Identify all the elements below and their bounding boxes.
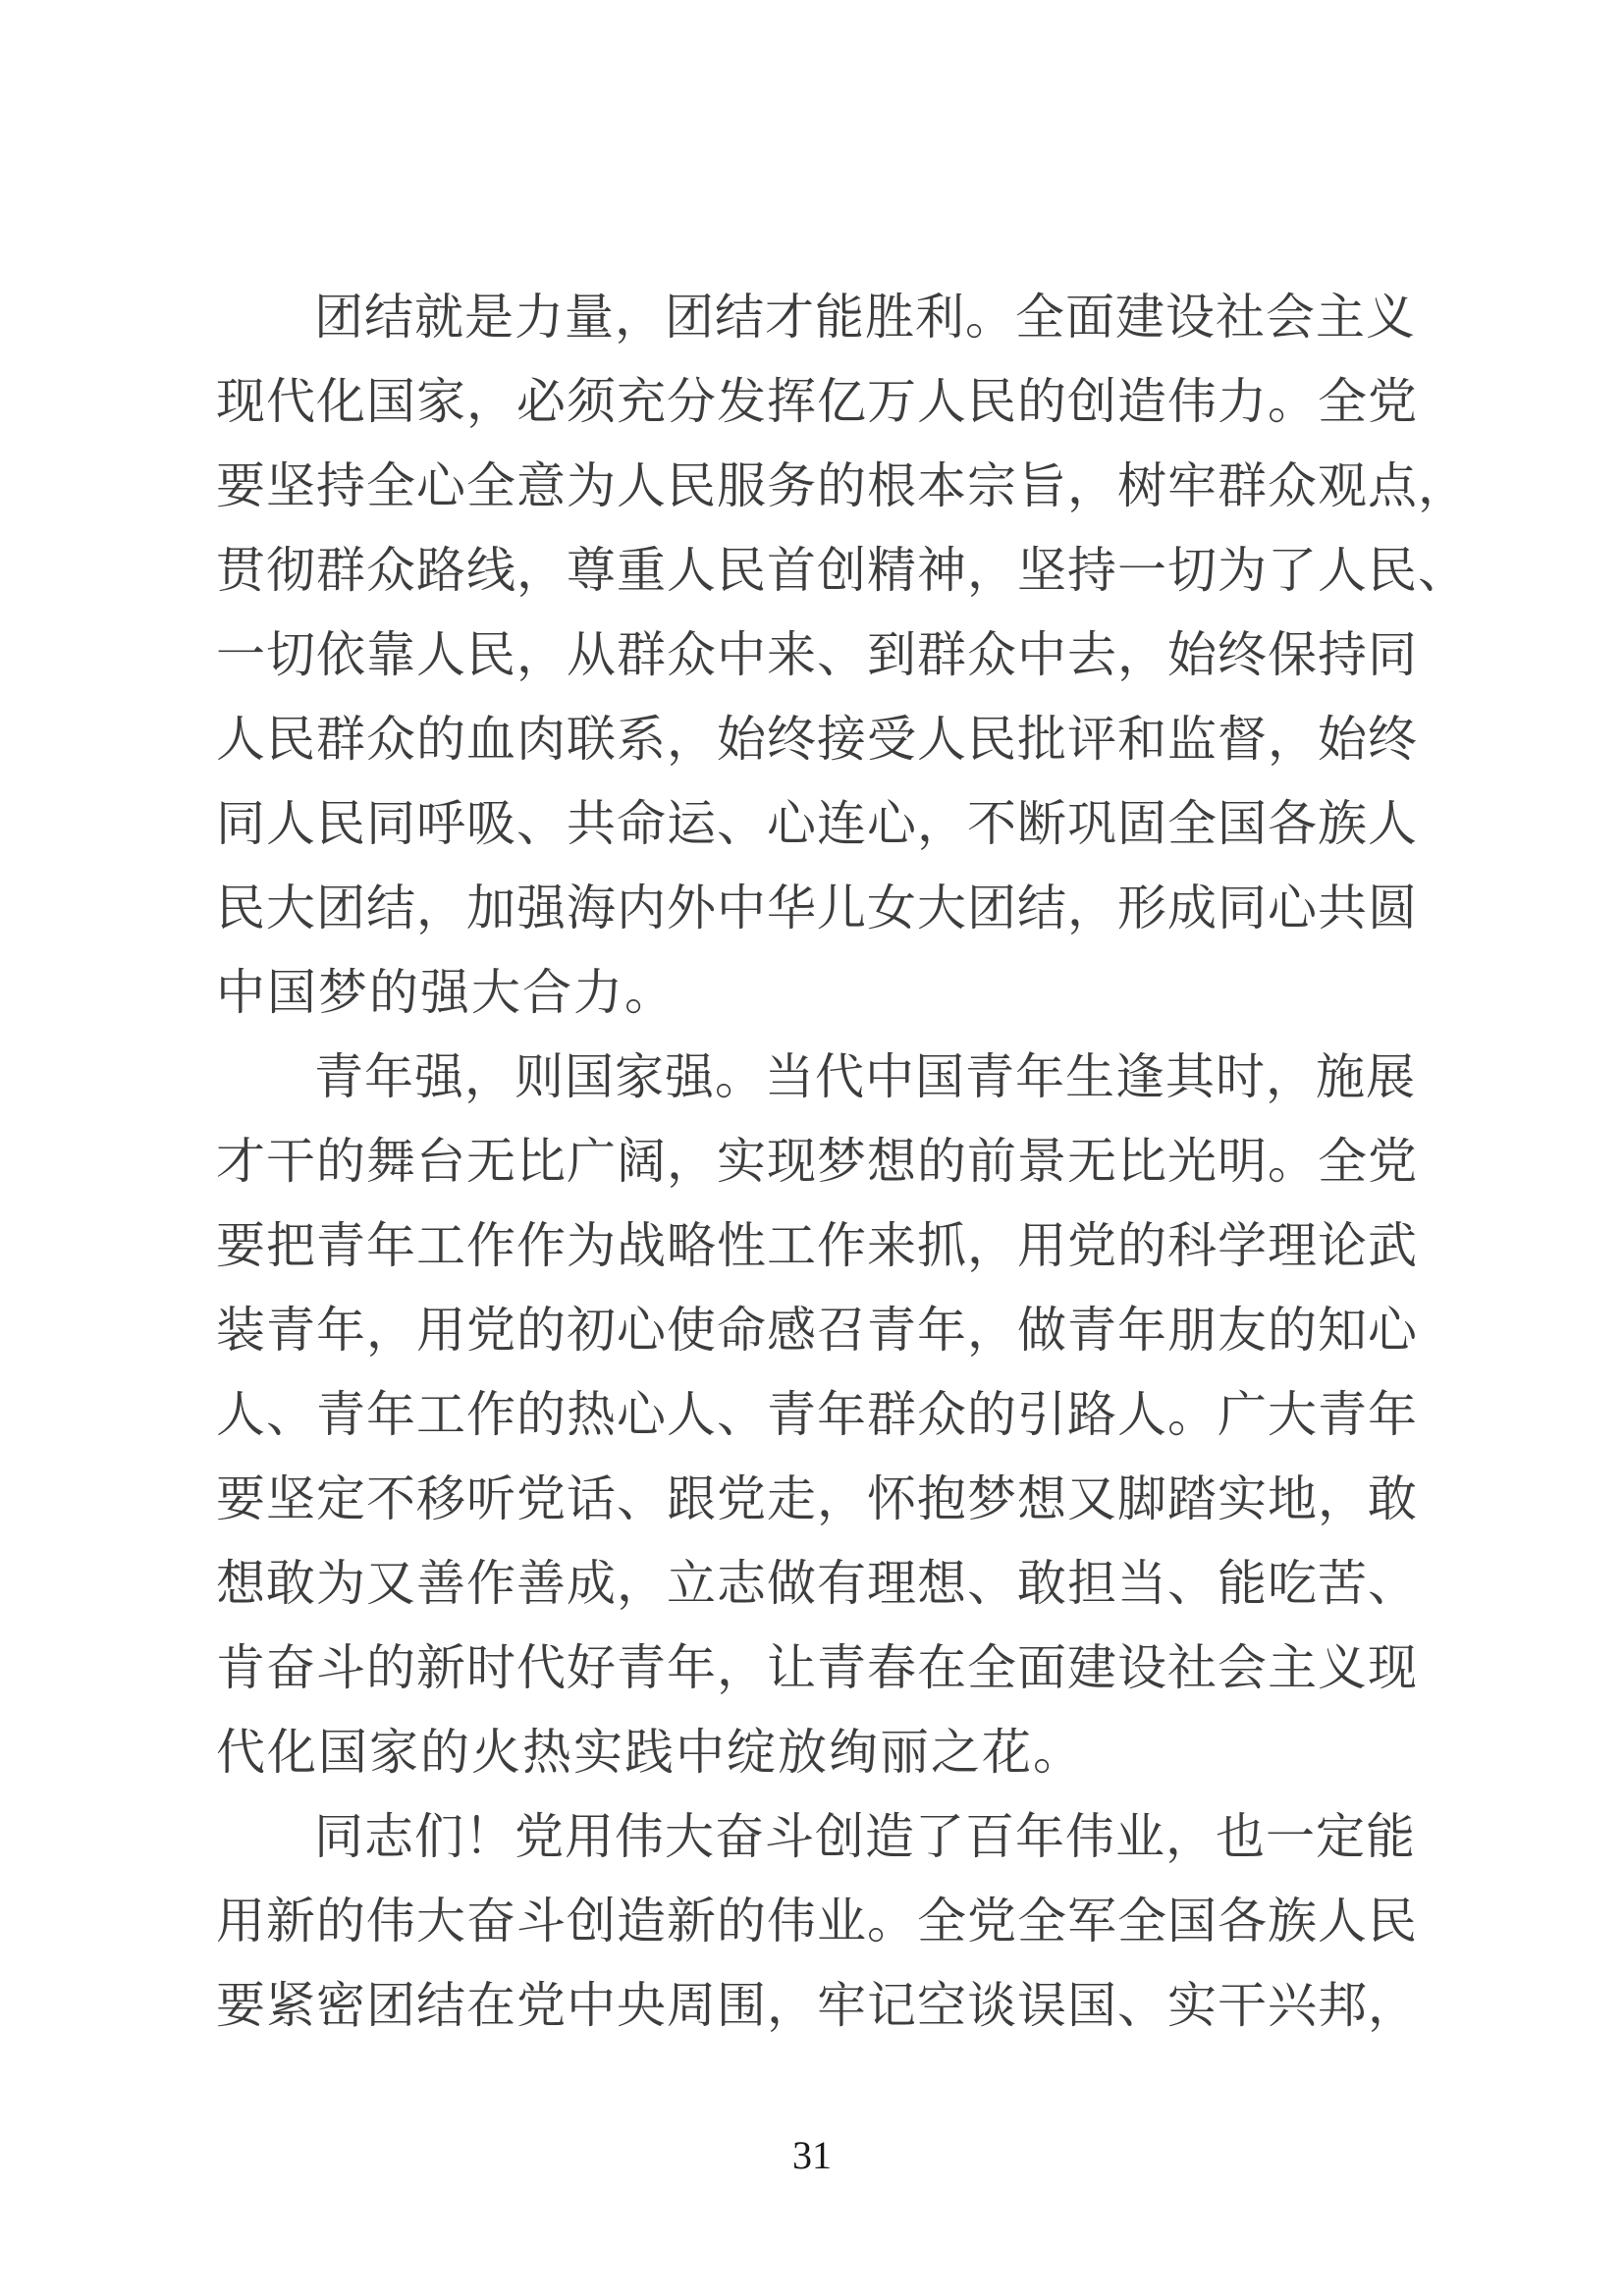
text-line: 人民群众的血肉联系，始终接受人民批评和监督，始终 — [216, 712, 1418, 767]
text-line: 要紧密团结在党中央周围，牢记空谈误国、实干兴邦， — [216, 1978, 1418, 2033]
text-line: 同人民同呼吸、共命运、心连心，不断巩固全国各族人 — [216, 796, 1418, 851]
text-line: 才干的舞台无比广阔，实现梦想的前景无比光明。全党 — [216, 1134, 1418, 1189]
text-line: 想敢为又善作善成，立志做有理想、敢担当、能吃苦、 — [216, 1556, 1418, 1611]
text-line: 装青年，用党的初心使命感召青年，做青年朋友的知心 — [216, 1303, 1418, 1358]
text-line: 人、青年工作的热心人、青年群众的引路人。广大青年 — [216, 1387, 1418, 1442]
text-line: 要把青年工作作为战略性工作来抓，用党的科学理论武 — [216, 1218, 1418, 1273]
text-line: 要坚定不移听党话、跟党走，怀抱梦想又脚踏实地，敢 — [216, 1471, 1418, 1526]
text-line: 同志们！党用伟大奋斗创造了百年伟业，也一定能 — [314, 1809, 1416, 1864]
text-line: 现代化国家，必须充分发挥亿万人民的创造伟力。全党 — [216, 374, 1418, 429]
text-line: 中国梦的强大合力。 — [216, 965, 676, 1020]
text-line: 要坚持全心全意为人民服务的根本宗旨，树牢群众观点， — [216, 458, 1468, 513]
text-line: 代化国家的火热实践中绽放绚丽之花。 — [216, 1725, 1084, 1780]
text-line: 用新的伟大奋斗创造新的伟业。全党全军全国各族人民 — [216, 1894, 1418, 1949]
text-line: 民大团结，加强海内外中华儿女大团结，形成同心共圆 — [216, 881, 1418, 935]
text-line: 贯彻群众路线，尊重人民首创精神，坚持一切为了人民、 — [216, 543, 1468, 598]
page-number: 31 — [792, 2133, 832, 2177]
text-line: 团结就是力量，团结才能胜利。全面建设社会主义 — [314, 290, 1416, 345]
paragraph-1 — [216, 275, 1468, 1035]
paragraph-2 — [216, 1035, 1418, 1794]
text-line: 肯奋斗的新时代好青年，让青春在全面建设社会主义现 — [216, 1640, 1418, 1695]
text-line: 青年强，则国家强。当代中国青年生逢其时，施展 — [314, 1049, 1416, 1104]
document-body — [216, 275, 1468, 2048]
text-line: 一切依靠人民，从群众中来、到群众中去，始终保持同 — [216, 627, 1418, 682]
paragraph-3 — [216, 1794, 1418, 2048]
